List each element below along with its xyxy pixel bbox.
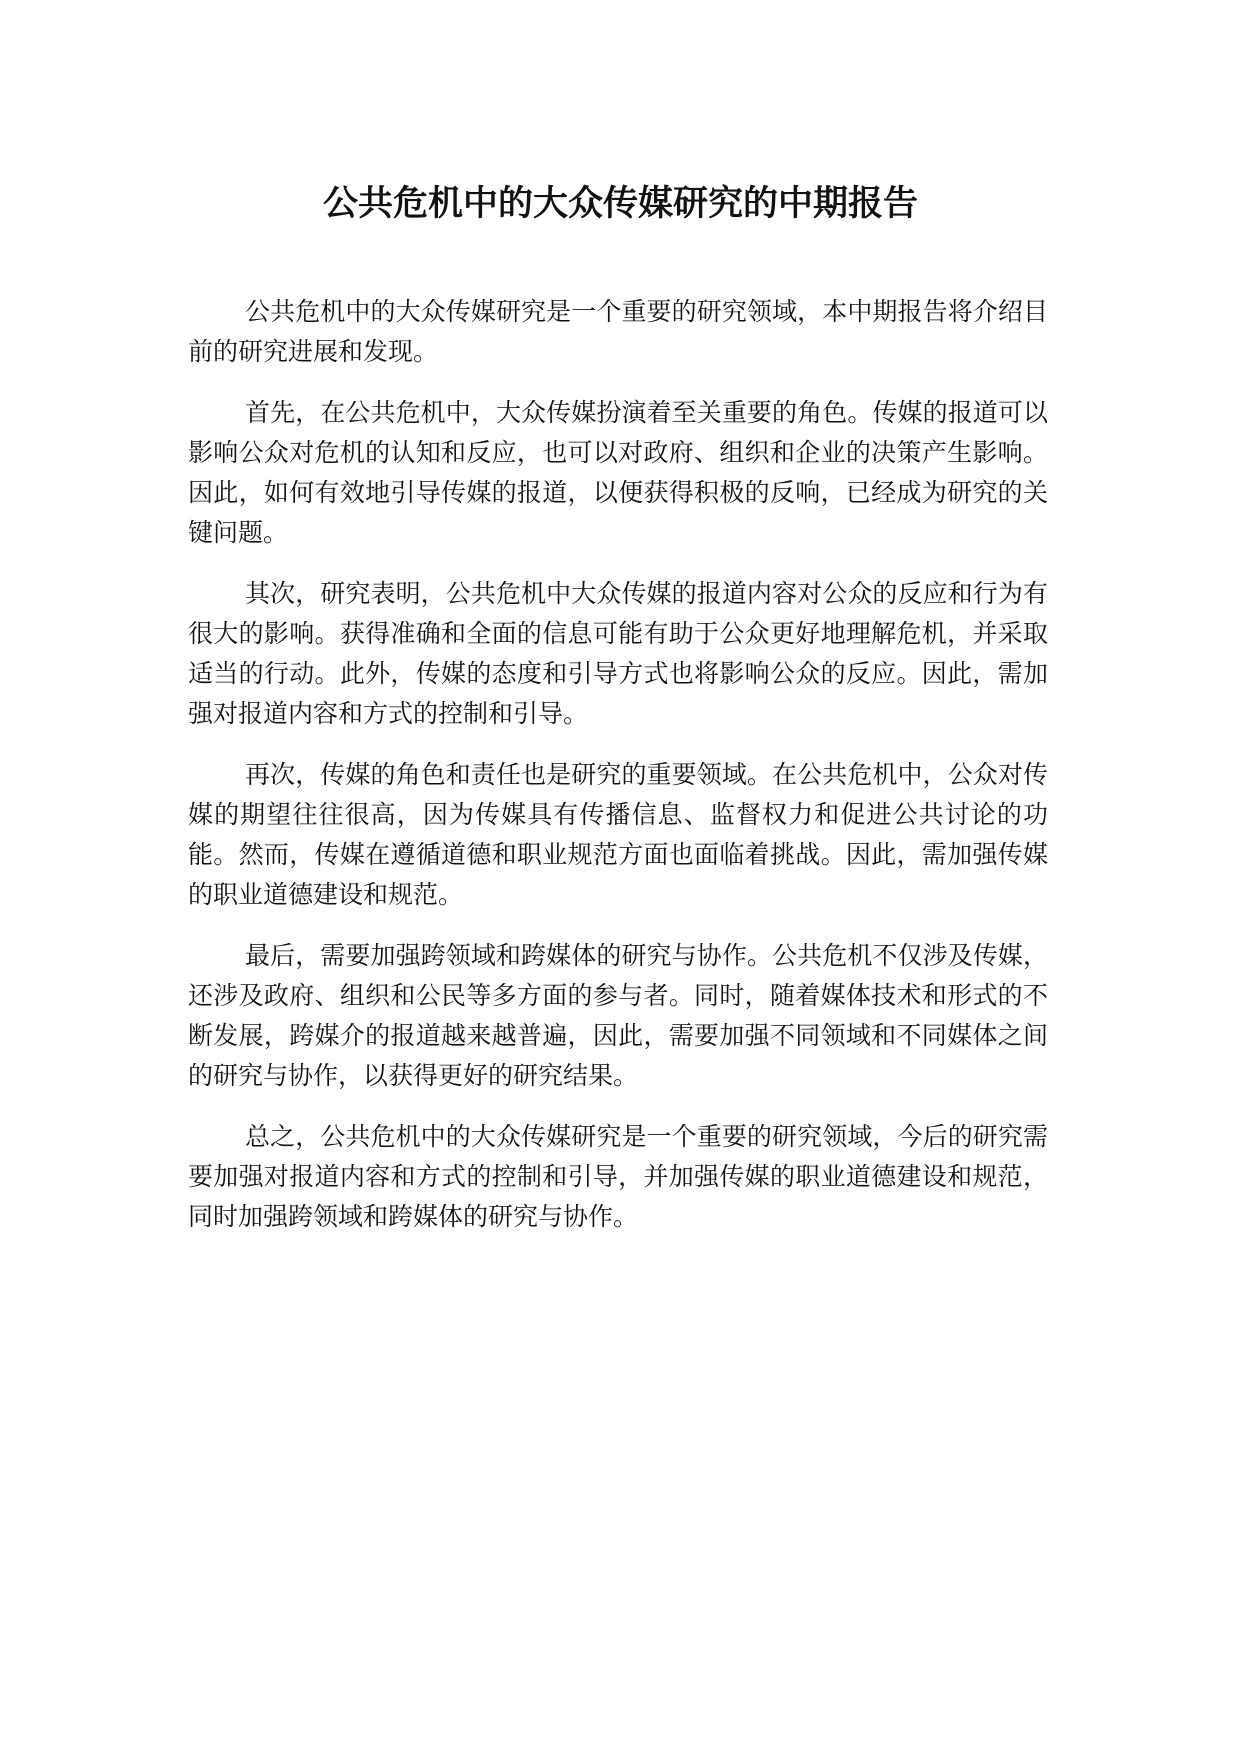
paragraph-first: 首先，在公共危机中，大众传媒扮演着至关重要的角色。传媒的报道可以影响公众对危机的认知和反应，也可以对政府、组织和企业的决策产生影响。因此，如何有效地引导传媒的报道，以便获得积极的反响，已经成为研究的关键问题。 — [188, 398, 1048, 547]
paragraph-third: 再次，传媒的角色和责任也是研究的重要领域。在公共危机中，公众对传媒的期望往往很高，因为传媒具有传播信息、监督权力和促进公共讨论的功能。然而，传媒在遵循道德和职业规范方面也面临着挑战。因此，需加强传媒的职业道德建设和规范。 — [188, 760, 1048, 909]
paragraph-second: 其次，研究表明，公共危机中大众传媒的报道内容对公众的反应和行为有很大的影响。获得准确和全面的信息可能有助于公众更好地理解危机，并采取适当的行动。此外，传媒的态度和引导方式也将影响公众的反应。因此，需加强对报道内容和方式的控制和引导。 — [188, 579, 1048, 728]
paragraph-summary: 总之，公共危机中的大众传媒研究是一个重要的研究领域，今后的研究需要加强对报道内容和方式的控制和引导，并加强传媒的职业道德建设和规范，同时加强跨领域和跨媒体的研究与协作。 — [188, 1122, 1048, 1231]
document-body — [188, 292, 1048, 1258]
paragraph-intro: 公共危机中的大众传媒研究是一个重要的研究领域，本中期报告将介绍目前的研究进展和发现。 — [188, 297, 1048, 366]
paragraph-last: 最后，需要加强跨领域和跨媒体的研究与协作。公共危机不仅涉及传媒，还涉及政府、组织和公民等多方面的参与者。同时，随着媒体技术和形式的不断发展，跨媒介的报道越来越普遍，因此，需要加强不同领域和不同媒体之间的研究与协作，以获得更好的研究结果。 — [188, 941, 1048, 1090]
document-title: 公共危机中的大众传媒研究的中期报告 — [322, 184, 918, 224]
